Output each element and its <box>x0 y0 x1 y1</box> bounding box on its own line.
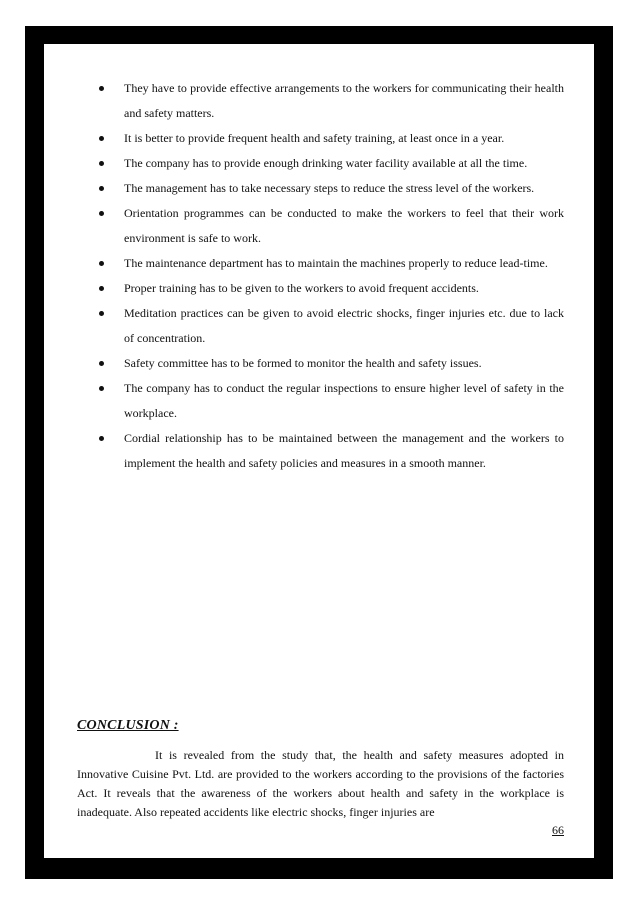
list-item-text: It is better to provide frequent health and safety training, at least once in a year. <box>124 131 505 145</box>
list-item <box>99 301 564 351</box>
conclusion-section <box>77 716 564 822</box>
document-page <box>44 44 594 858</box>
list-item-text: Cordial relationship has to be maintained between the management and the workers to implement the health and safety policies and measures in a smooth manner. <box>124 431 564 470</box>
list-item <box>99 376 564 426</box>
bullet-icon <box>99 436 104 441</box>
list-item-text: Proper training has to be given to the workers to avoid frequent accidents. <box>124 281 479 295</box>
bullet-icon <box>99 186 104 191</box>
list-item <box>99 276 564 301</box>
bullet-icon <box>99 86 104 91</box>
bullet-icon <box>99 161 104 166</box>
list-item-text: Safety committee has to be formed to monitor the health and safety issues. <box>124 356 482 370</box>
list-item-text: Meditation practices can be given to avoid electric shocks, finger injuries etc. due to lack of concentration. <box>124 306 564 345</box>
list-item-text: The management has to take necessary steps to reduce the stress level of the workers. <box>124 181 535 195</box>
conclusion-paragraph: It is revealed from the study that, the health and safety measures adopted in Innovative Cuisine Pvt. Ltd. are provided to the workers according to the provisions of the factories Act. It reveals that the awareness of the workers about health and safety in the workplace is inadequate. Also repeated accidents like electric shocks, finger injuries are <box>77 748 564 819</box>
list-item <box>99 426 564 476</box>
list-item <box>99 126 564 151</box>
bullet-icon <box>99 136 104 141</box>
bullet-icon <box>99 311 104 316</box>
bullet-icon <box>99 211 104 216</box>
list-item <box>99 176 564 201</box>
list-item <box>99 351 564 376</box>
list-item-text: The maintenance department has to maintain the machines properly to reduce lead-time. <box>124 256 548 270</box>
list-item <box>99 151 564 176</box>
list-item <box>99 76 564 126</box>
bullet-icon <box>99 261 104 266</box>
page-border <box>25 26 613 879</box>
list-item-text: The company has to provide enough drinking water facility available at all the time. <box>124 156 528 170</box>
list-item <box>99 251 564 276</box>
list-item-text: They have to provide effective arrangements to the workers for communicating their health and safety matters. <box>124 81 564 120</box>
bullet-icon <box>99 361 104 366</box>
recommendation-list <box>99 76 564 476</box>
list-item <box>99 201 564 251</box>
page-number: 66 <box>552 823 564 837</box>
conclusion-heading: CONCLUSION : <box>77 718 179 733</box>
bullet-icon <box>99 386 104 391</box>
bullet-icon <box>99 286 104 291</box>
list-item-text: The company has to conduct the regular inspections to ensure higher level of safety in the workplace. <box>124 381 564 420</box>
list-item-text: Orientation programmes can be conducted to make the workers to feel that their work environment is safe to work. <box>124 206 564 245</box>
